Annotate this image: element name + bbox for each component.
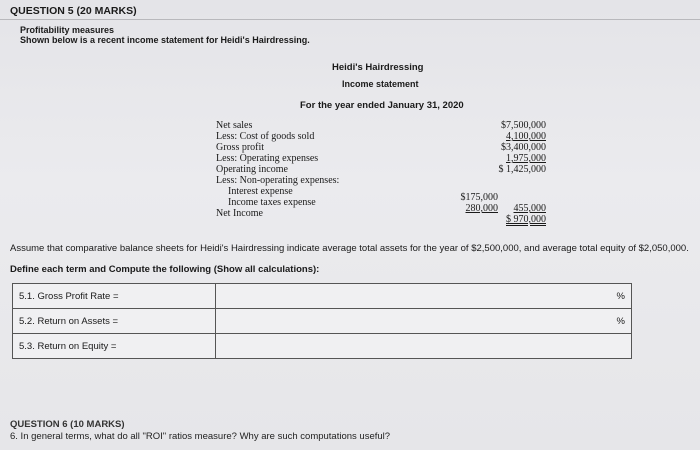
answer-label: 5.1. Gross Profit Rate =	[13, 284, 216, 309]
question-6-title: QUESTION 6 (10 MARKS)	[10, 419, 125, 430]
answer-row	[13, 334, 632, 359]
question-6-text: 6. In general terms, what do all "ROI" ratios measure? Why are such computations useful?	[10, 431, 391, 442]
amount-net-income: $ 970,000	[506, 214, 546, 225]
row-label-net-sales: Net sales	[216, 120, 253, 131]
row-label-gross-profit: Gross profit	[216, 142, 265, 153]
amount-non-operating-total: 455,000	[513, 203, 546, 214]
amount-net-sales: $7,500,000	[501, 120, 546, 131]
answer-label: 5.2. Return on Assets =	[13, 309, 216, 334]
subamount-interest: $175,000	[460, 192, 498, 203]
row-label-income-taxes: Income taxes expense	[228, 197, 316, 208]
company-name: Heidi's Hairdressing	[332, 62, 424, 73]
amount-gross-profit: $3,400,000	[501, 142, 546, 153]
answer-input-return-on-equity[interactable]	[216, 334, 632, 359]
statement-name: Income statement	[342, 79, 419, 89]
row-label-cogs: Less: Cost of goods sold	[216, 131, 315, 142]
instruction-text: Define each term and Compute the following (Show all calculations):	[10, 264, 320, 275]
amount-cogs: 4,100,000	[506, 131, 546, 142]
question-5-title: QUESTION 5 (20 MARKS)	[10, 5, 137, 17]
answer-label: 5.3. Return on Equity =	[13, 334, 216, 359]
row-label-net-income: Net Income	[216, 208, 263, 219]
answer-row	[13, 284, 632, 309]
answer-input-gross-profit-rate[interactable]: %	[216, 284, 632, 309]
assumption-text: Assume that comparative balance sheets for Heidi's Hairdressing indicate average total assets for the year of $2,500,000, and average total equity of $2,050,000.	[10, 243, 689, 254]
section-title: Profitability measures	[20, 25, 115, 35]
row-label-interest: Interest expense	[228, 186, 293, 197]
statement-period: For the year ended January 31, 2020	[300, 100, 464, 111]
answer-input-return-on-assets[interactable]: %	[216, 309, 632, 334]
row-label-operating-expenses: Less: Operating expenses	[216, 153, 319, 164]
subamount-income-taxes: 280,000	[465, 203, 498, 214]
row-label-non-operating: Less: Non-operating expenses:	[216, 175, 340, 186]
section-intro: Shown below is a recent income statement for Heidi's Hairdressing.	[20, 35, 310, 45]
amount-operating-income: $ 1,425,000	[498, 164, 546, 175]
divider	[0, 19, 700, 20]
amount-operating-expenses: 1,975,000	[506, 153, 546, 164]
row-label-operating-income: Operating income	[216, 164, 288, 175]
answer-row	[13, 309, 632, 334]
answer-table	[12, 283, 632, 359]
